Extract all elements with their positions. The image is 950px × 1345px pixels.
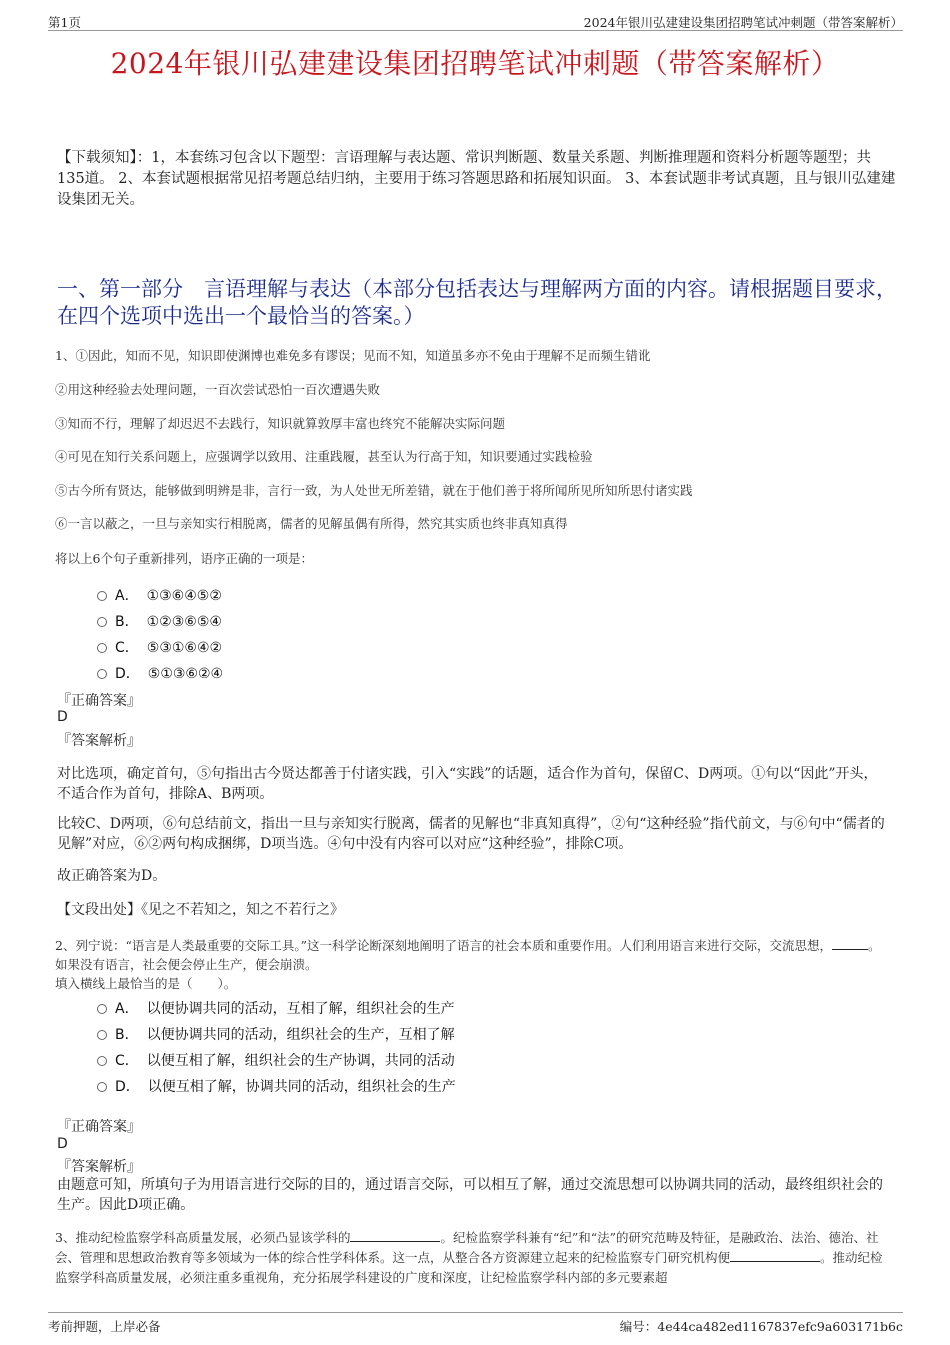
option-text: 以便协调共同的活动，组织社会的生产，互相了解 <box>146 1027 455 1043</box>
fill-blank[interactable] <box>832 937 868 950</box>
q1-sentence-6: ⑥一言以蔽之，一旦与亲知实行相脱离，儒者的见解虽偶有所得，然究其实质也终非真知真得 <box>55 516 568 531</box>
radio-icon[interactable] <box>97 643 107 653</box>
page-number: 第1页 <box>48 15 81 30</box>
q3-text-2: 。纪检监察学科兼有“纪”和“法”的研究范畴及特征，是融政治、法治、德治、社会、管理和思想政治教育等多领域为一体的综合性学科体系。这一点，从整合各方资源建立起来的纪检监察专门研究机构便 <box>55 1230 879 1265</box>
header-doc-title: 2024年银川弘建建设集团招聘笔试冲刺题（带答案解析） <box>583 15 903 30</box>
q2-stem-text: 2、列宁说：“语言是人类最重要的交际工具。”这一科学论断深刻地阐明了语言的社会本质和重要作用。人们利用语言来进行交际，交流思想， <box>55 938 832 953</box>
option-letter: A． <box>115 1001 139 1017</box>
q2-option-b[interactable] <box>97 1024 455 1044</box>
q2-analysis-label: 『答案解析』 <box>57 1159 141 1175</box>
q1-option-a[interactable] <box>97 585 222 605</box>
q1-option-d[interactable] <box>97 663 223 683</box>
page-footer <box>48 1312 903 1334</box>
option-text: 以便互相了解，组织社会的生产协调，共同的活动 <box>146 1053 455 1069</box>
q2-option-d[interactable] <box>97 1076 456 1096</box>
q1-sentence-3: ③知而不行，理解了却迟迟不去践行，知识就算敦厚丰富也终究不能解决实际问题 <box>55 416 506 431</box>
q3-stem <box>55 1228 885 1288</box>
q2-analysis: 由题意可知，所填句子为用语言进行交际的目的，通过语言交际，可以相互了解，通过交流思想可以协调共同的活动，最终组织社会的生产。因此D项正确。 <box>57 1177 883 1213</box>
option-text: ①③⑥④⑤② <box>146 588 222 604</box>
radio-icon[interactable] <box>97 669 107 679</box>
q1-analysis-3: 故正确答案为D。 <box>57 868 167 884</box>
option-text: 以便协调共同的活动，互相了解，组织社会的生产 <box>146 1001 455 1017</box>
q2-stem-text-2: 。如果没有语言，社会便会停止生产，便会崩溃。 <box>55 938 881 972</box>
fill-blank[interactable] <box>350 1229 440 1242</box>
option-letter: B． <box>115 1027 139 1043</box>
option-text: ⑤①③⑥②④ <box>147 666 224 682</box>
q1-analysis-1: 对比选项，确定首句，⑤句指出古今贤达都善于付诸实践，引入“实践”的话题，适合作为首句，保留C、D两项。①句以“因此”开头，不适合作为首句，排除A、B两项。 <box>57 766 878 802</box>
option-letter: C． <box>115 640 139 656</box>
q1-source: 【文段出处】《见之不若知之，知之不若行之》 <box>57 902 344 918</box>
option-text: ①②③⑥⑤④ <box>146 614 222 630</box>
q1-answer: D <box>57 709 68 725</box>
q1-analysis-2: 比较C、D两项，⑥句总结前文，指出一旦与亲知实行脱离，儒者的见解也“非真知真得”，②句“这种经验”指代前文，与⑥句中“儒者的见解”对应，⑥②两句构成捆绑，D项当选。④句中没有内容可以对应“这种经验”，排除C项。 <box>57 816 885 852</box>
radio-icon[interactable] <box>97 1056 107 1066</box>
document-title: 2024年银川弘建建设集团招聘笔试冲刺题（带答案解析） <box>110 47 840 80</box>
q1-sentence-1: 1、①因此，知而不见，知识即使渊博也难免多有谬误；见而不知，知道虽多亦不免由于理解不足而频生错讹 <box>55 348 651 363</box>
q2-option-c[interactable] <box>97 1050 455 1070</box>
option-letter: D． <box>115 666 140 682</box>
q2-answer: D <box>57 1136 68 1152</box>
q2-answer-label: 『正确答案』 <box>57 1119 141 1135</box>
footer-slogan: 考前押题，上岸必备 <box>48 1319 161 1334</box>
download-notice: 【下载须知】：1，本套练习包含以下题型：言语理解与表达题、常识判断题、数量关系题、判断推理题和资料分析题等题型；共135道。 2、本套试题根据常见招考题总结归纳，主要用于练习答题思路和拓展知识面。 3、本套试题非考试真题，且与银川弘建建设集团无关。 <box>57 150 896 208</box>
option-text: 以便互相了解，协调共同的活动，组织社会的生产 <box>147 1079 456 1095</box>
radio-icon[interactable] <box>97 617 107 627</box>
option-letter: A． <box>115 588 139 604</box>
q1-option-c[interactable] <box>97 637 222 657</box>
radio-icon[interactable] <box>97 1004 107 1014</box>
q1-analysis-label: 『答案解析』 <box>57 733 141 749</box>
q1-sentence-5: ⑤古今所有贤达，能够做到明辨是非，言行一致，为人处世无所差错，就在于他们善于将所闻所见所知所思付诸实践 <box>55 483 693 498</box>
q3-text-1: 3、推动纪检监察学科高质量发展，必须凸显该学科的 <box>55 1230 351 1245</box>
option-text: ⑤③①⑥④② <box>146 640 223 656</box>
q1-prompt: 将以上6个句子重新排列，语序正确的一项是： <box>55 551 313 566</box>
q2-prompt: 填入横线上最恰当的是（ ）。 <box>55 976 237 991</box>
radio-icon[interactable] <box>97 1030 107 1040</box>
fill-blank[interactable] <box>730 1249 820 1262</box>
q3-text-3: 。推动纪检监察学科高质量发展，必须注重多重视角，充分拓展学科建设的广度和深度，让纪检监察学科内部的多元要素超 <box>55 1250 883 1285</box>
section-heading: 一、第一部分 言语理解与表达（本部分包括表达与理解两方面的内容。请根据题目要求，在四个选项中选出一个最恰当的答案。） <box>57 277 897 328</box>
footer-code: 编号：4e44ca482ed1167837efc9a603171b6c <box>619 1319 903 1334</box>
q2-stem <box>55 936 885 974</box>
option-letter: B． <box>115 614 139 630</box>
option-letter: C． <box>115 1053 139 1069</box>
q1-answer-label: 『正确答案』 <box>57 693 141 709</box>
radio-icon[interactable] <box>97 591 107 601</box>
q1-sentence-4: ④可见在知行关系问题上，应强调学以致用、注重践履，甚至认为行高于知，知识要通过实践检验 <box>55 449 593 464</box>
q1-option-b[interactable] <box>97 611 222 631</box>
page-header <box>48 8 903 31</box>
radio-icon[interactable] <box>97 1082 107 1092</box>
q1-sentence-2: ②用这种经验去处理问题，一百次尝试恐怕一百次遭遇失败 <box>55 382 381 397</box>
q2-option-a[interactable] <box>97 998 455 1018</box>
option-letter: D． <box>115 1079 140 1095</box>
